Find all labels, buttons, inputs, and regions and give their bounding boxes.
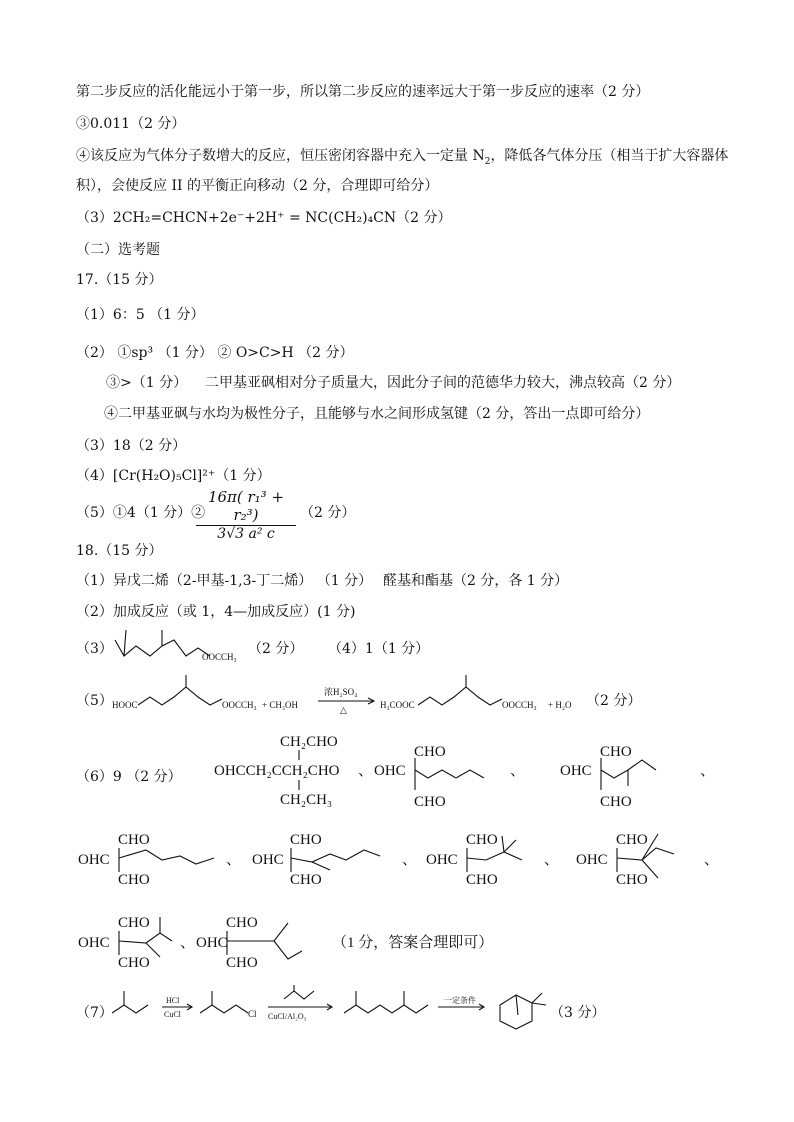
text-line-10a: ③>（1 分） (106, 375, 188, 391)
text-line-22b: （3 分） (550, 1005, 606, 1021)
separator: 、 (704, 852, 720, 868)
density-formula (196, 488, 296, 542)
separator: 、 (510, 763, 526, 779)
text-line-10b: 二甲基亚砜相对分子质量大，因此分子间的范德华力较大，沸点较高（2 分） (205, 375, 681, 391)
isomer4-cho-top: CHO (118, 832, 150, 848)
q7-chloride: Cl (248, 1009, 257, 1019)
isomer6-cho-bottom: CHO (466, 872, 498, 888)
text-line-17: （2）加成反应（或 1，4—加成反应）(1 分) (76, 604, 356, 620)
isomer1-bottom: CH₂CH₃ (280, 792, 333, 808)
q5-water: + H₂O (548, 700, 572, 710)
isomers-row-1 (210, 730, 730, 830)
text-line-18c: （4）1（1 分） (328, 641, 430, 657)
q7-cucl: CuCl (164, 1010, 181, 1019)
text-line-3: ④该反应为气体分子数增大的反应，恒压密闭容器中充入一定量 $N_2$，降低各气体分压（相当于扩大容器体 (76, 148, 729, 167)
reaction-q5 (110, 675, 640, 715)
text-line-4: 积），会使反应 II 的平衡正向移动（2 分，合理即可给分） (76, 178, 439, 194)
text-line-11: ④二甲基亚砜与水均为极性分子，且能够与水之间形成氢键（2 分，答出一点即可给分） (104, 406, 650, 422)
isomer5-cho-top: CHO (290, 832, 322, 848)
separator: 、 (226, 852, 242, 868)
isomer4-ohc: OHC (78, 852, 110, 868)
q5-methyl-ester: H₃COOC (380, 700, 415, 710)
isomer7-cho-bottom: CHO (616, 872, 648, 888)
q5-condition-acid: 浓H₂SO₄ (324, 687, 358, 697)
q5-hooc: HOOC (112, 700, 138, 710)
text-line-8: （1）6：5 （1 分） (76, 307, 205, 323)
text-line-16a: （1）异戊二烯（2-甲基-1,3-丁二烯） （1 分） (76, 573, 373, 589)
text-line-1: 第二步反应的活化能远小于第一步，所以第二步反应的速率远大于第一步反应的速率（2 分） (76, 84, 650, 100)
text-line-22a: （7） (76, 1005, 113, 1021)
q5-ester: OOCCH₃ (222, 700, 257, 710)
isomer3-cho-top: CHO (600, 744, 632, 760)
text-line-19a: （5） (76, 693, 113, 709)
isomers-row-2 (76, 820, 736, 890)
q3-ester-label: OOCCH₃ (202, 652, 237, 662)
q7-hcl: HCl (166, 996, 180, 1005)
text-line-2: ③0.011（2 分） (76, 116, 186, 132)
formula-denominator: 3√3 a² c (217, 526, 275, 542)
isomer2-cho-top: CHO (414, 744, 446, 760)
text-line-19b: （2 分） (586, 693, 642, 709)
text-line-14a: （5）①4（1 分）② (76, 505, 206, 521)
isomer9-cho-top: CHO (226, 915, 258, 931)
q7-condition: 一定条件 (444, 996, 476, 1005)
isomer7-ohc: OHC (576, 852, 608, 868)
q5-methanol: + CH₃OH (262, 700, 298, 710)
answer-note: （1 分，答案合理即可） (332, 935, 494, 951)
separator: 、 (700, 763, 716, 779)
isomer8-ohc: OHC (78, 935, 110, 951)
isomer2-ohc: OHC (374, 763, 406, 779)
structure-q3 (110, 628, 237, 668)
question-18-heading: 18.（15 分） (76, 543, 163, 559)
separator: 、 (180, 935, 196, 951)
isomer6-cho-top: CHO (466, 832, 498, 848)
text-line-13: （4）[Cr(H₂O)₅Cl]²⁺（1 分） (76, 468, 271, 484)
text-line-3b: ，降低各气体分压（相当于扩大容器体 (490, 148, 729, 164)
isomer5-ohc: OHC (252, 852, 284, 868)
text-line-18a: （3） (76, 641, 113, 657)
isomer8-cho-top: CHO (118, 915, 150, 931)
isomer1-main: OHCCH₂CCH₂CHO (214, 763, 340, 779)
text-line-5: （3）2CH₂=CHCN+2e⁻+2H⁺ = NC(CH₂)₄CN（2 分） (76, 210, 452, 226)
isomer4-cho-bottom: CHO (118, 872, 150, 888)
isomer6-ohc: OHC (426, 852, 458, 868)
separator: 、 (544, 852, 560, 868)
isomer1-top: CH₂CHO (280, 734, 338, 750)
isomer3-ohc: OHC (560, 763, 592, 779)
text-line-16b: 醛基和酯基（2 分，各 1 分） (383, 573, 569, 589)
q5-ester-b: OOCCH₃ (502, 700, 537, 710)
text-line-6: （二）选考题 (76, 242, 160, 258)
text-line-18b: （2 分） (248, 641, 304, 657)
text-line-20a: （6）9 （2 分） (76, 769, 182, 785)
separator: 、 (402, 852, 418, 868)
isomer7-cho-top: CHO (616, 832, 648, 848)
text-line-3a: ④该反应为气体分子数增大的反应，恒压密闭容器中充入一定量 N (76, 148, 485, 164)
q5-condition-heat: △ (340, 705, 347, 715)
text-line-14b: （2 分） (300, 505, 356, 521)
isomer5-cho-bottom: CHO (290, 872, 322, 888)
isomer9-cho-bottom: CHO (226, 955, 258, 971)
isomer9-ohc: OHC (196, 935, 228, 951)
isomers-row-3 (76, 905, 496, 975)
q7-catalyst: CuCl/Al₂O₃ (268, 1012, 307, 1021)
isomer8-cho-bottom: CHO (118, 955, 150, 971)
text-line-12: （3）18（2 分） (76, 438, 187, 454)
question-17-heading: 17.（15 分） (76, 272, 163, 288)
isomer2-cho-bottom: CHO (414, 794, 446, 810)
formula-numerator: 16π( r₁³ + r₂³) (196, 488, 296, 526)
synthesis-q7 (108, 985, 568, 1035)
text-line-9: （2） ①sp³ （1 分） ② O>C>H （2 分） (76, 345, 354, 361)
isomer3-cho-bottom: CHO (600, 794, 632, 810)
separator: 、 (358, 763, 374, 779)
